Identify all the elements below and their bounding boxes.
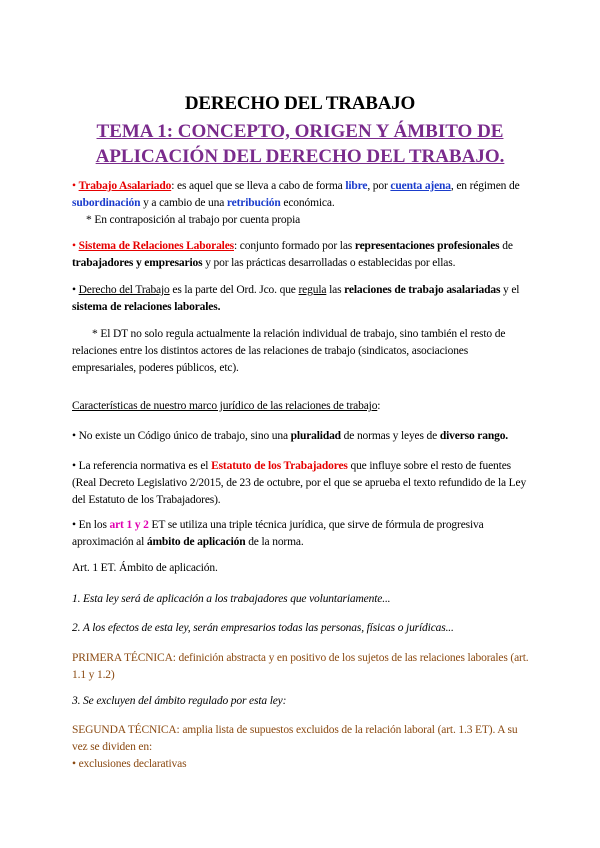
underlined-text: Derecho del Trabajo — [78, 284, 170, 296]
text: : conjunto formado por las — [234, 240, 355, 252]
paragraph-art1: Art. 1 ET. Ámbito de aplicación. — [72, 562, 218, 574]
text: ET se utiliza una triple técnica jurídica, que sirve de fórmula de progresiva aproximación al — [72, 519, 484, 548]
bullet: • — [72, 180, 79, 192]
keyword-retribucion: retribución — [226, 197, 281, 209]
bold-text: ámbito de aplicación — [146, 536, 246, 548]
text: y por las prácticas desarrolladas o establecidas por ellas. — [202, 257, 456, 269]
bold-text: pluralidad — [290, 430, 341, 442]
paragraph-dt-note: * El DT no solo regula actualmente la relación individual de trabajo, sino también el resto de relaciones entre los distintos actores de las relaciones de trabajo (sindicatos, asociaciones empresariales, poderes públicos, etc). — [72, 328, 506, 374]
document-subtitle — [0, 119, 600, 169]
highlight-articulos: art 1 y 2 — [109, 519, 149, 531]
text: de normas y leyes de — [340, 430, 440, 442]
paragraph-pluralidad — [72, 428, 530, 445]
document-title: DERECHO DEL TRABAJO — [184, 93, 416, 114]
text: • No existe un Código único de trabajo, sino una — [72, 430, 291, 442]
underlined-text: regula — [298, 284, 327, 296]
text: , por — [367, 180, 391, 192]
paragraph-trabajo-asalariado — [72, 178, 530, 212]
term-trabajo-asalariado: Trabajo Asalariado — [78, 180, 172, 192]
text: que influye sobre el resto de fuentes (Real Decreto Legislativo 2/2015, de 23 de octubre, por el que se aprueba el texto refundido de la Ley del Estatuto de los Trabajadores). — [72, 460, 527, 506]
text: : es aquel que se lleva a cabo de forma — [171, 180, 346, 192]
text: y el — [500, 284, 520, 296]
text: SEGUNDA TÉCNICA: amplia lista de supuestos excluidos de la relación laboral (art. 1.3 ET). A su vez se dividen en: — [72, 724, 518, 753]
text: económica. — [280, 197, 335, 209]
paragraph-primera-tecnica: PRIMERA TÉCNICA: definición abstracta y en positivo de los sujetos de las relaciones laborales (art. 1.1 y 1.2) — [72, 652, 529, 681]
text: y a cambio de una — [140, 197, 227, 209]
bullet: • — [72, 240, 79, 252]
paragraph-estatuto — [72, 458, 530, 509]
quote-art1-2: 2. A los efectos de esta ley, serán empresarios todas las personas, físicas o jurídicas... — [72, 622, 454, 634]
text: de — [499, 240, 513, 252]
paragraph-triple-tecnica — [72, 517, 530, 551]
term-sistema-relaciones-laborales: Sistema de Relaciones Laborales — [78, 240, 234, 252]
bold-text: trabajadores y empresarios — [72, 257, 203, 269]
text: es la parte del Ord. Jco. que — [169, 284, 299, 296]
keyword-cuenta-ajena: cuenta ajena — [390, 180, 451, 192]
text: : — [377, 400, 381, 412]
text: • En los — [72, 519, 110, 531]
keyword-subordinacion: subordinación — [72, 197, 141, 209]
quote-art1-1: 1. Esta ley será de aplicación a los trabajadores que voluntariamente... — [72, 593, 391, 605]
bold-text: sistema de relaciones laborales. — [72, 301, 221, 313]
bullet: • — [72, 284, 79, 296]
list-item: • exclusiones declarativas — [72, 758, 187, 770]
highlight-estatuto: Estatuto de los Trabajadores — [211, 460, 348, 472]
paragraph-segunda-tecnica — [72, 722, 530, 773]
bold-text: representaciones profesionales — [354, 240, 500, 252]
subtitle-line-2: APLICACIÓN DEL DERECHO DEL TRABAJO. — [95, 146, 505, 167]
keyword-libre: libre — [345, 180, 368, 192]
paragraph-derecho-trabajo — [72, 282, 530, 316]
bold-text: diverso rango. — [439, 430, 509, 442]
section-heading: Características de nuestro marco jurídico de las relaciones de trabajo — [72, 400, 378, 412]
text: , en régimen de — [450, 180, 520, 192]
text: las — [326, 284, 345, 296]
bold-text: relaciones de trabajo asalariadas — [344, 284, 501, 296]
paragraph-caracteristicas — [72, 398, 530, 415]
subtitle-line-1: TEMA 1: CONCEPTO, ORIGEN Y ÁMBITO DE — [96, 121, 504, 142]
note-cuenta-propia: * En contraposición al trabajo por cuenta propia — [86, 214, 301, 226]
text: de la norma. — [245, 536, 304, 548]
paragraph-sistema-relaciones — [72, 238, 530, 272]
text: • La referencia normativa es el — [72, 460, 212, 472]
quote-art1-3: 3. Se excluyen del ámbito regulado por esta ley: — [72, 695, 287, 707]
